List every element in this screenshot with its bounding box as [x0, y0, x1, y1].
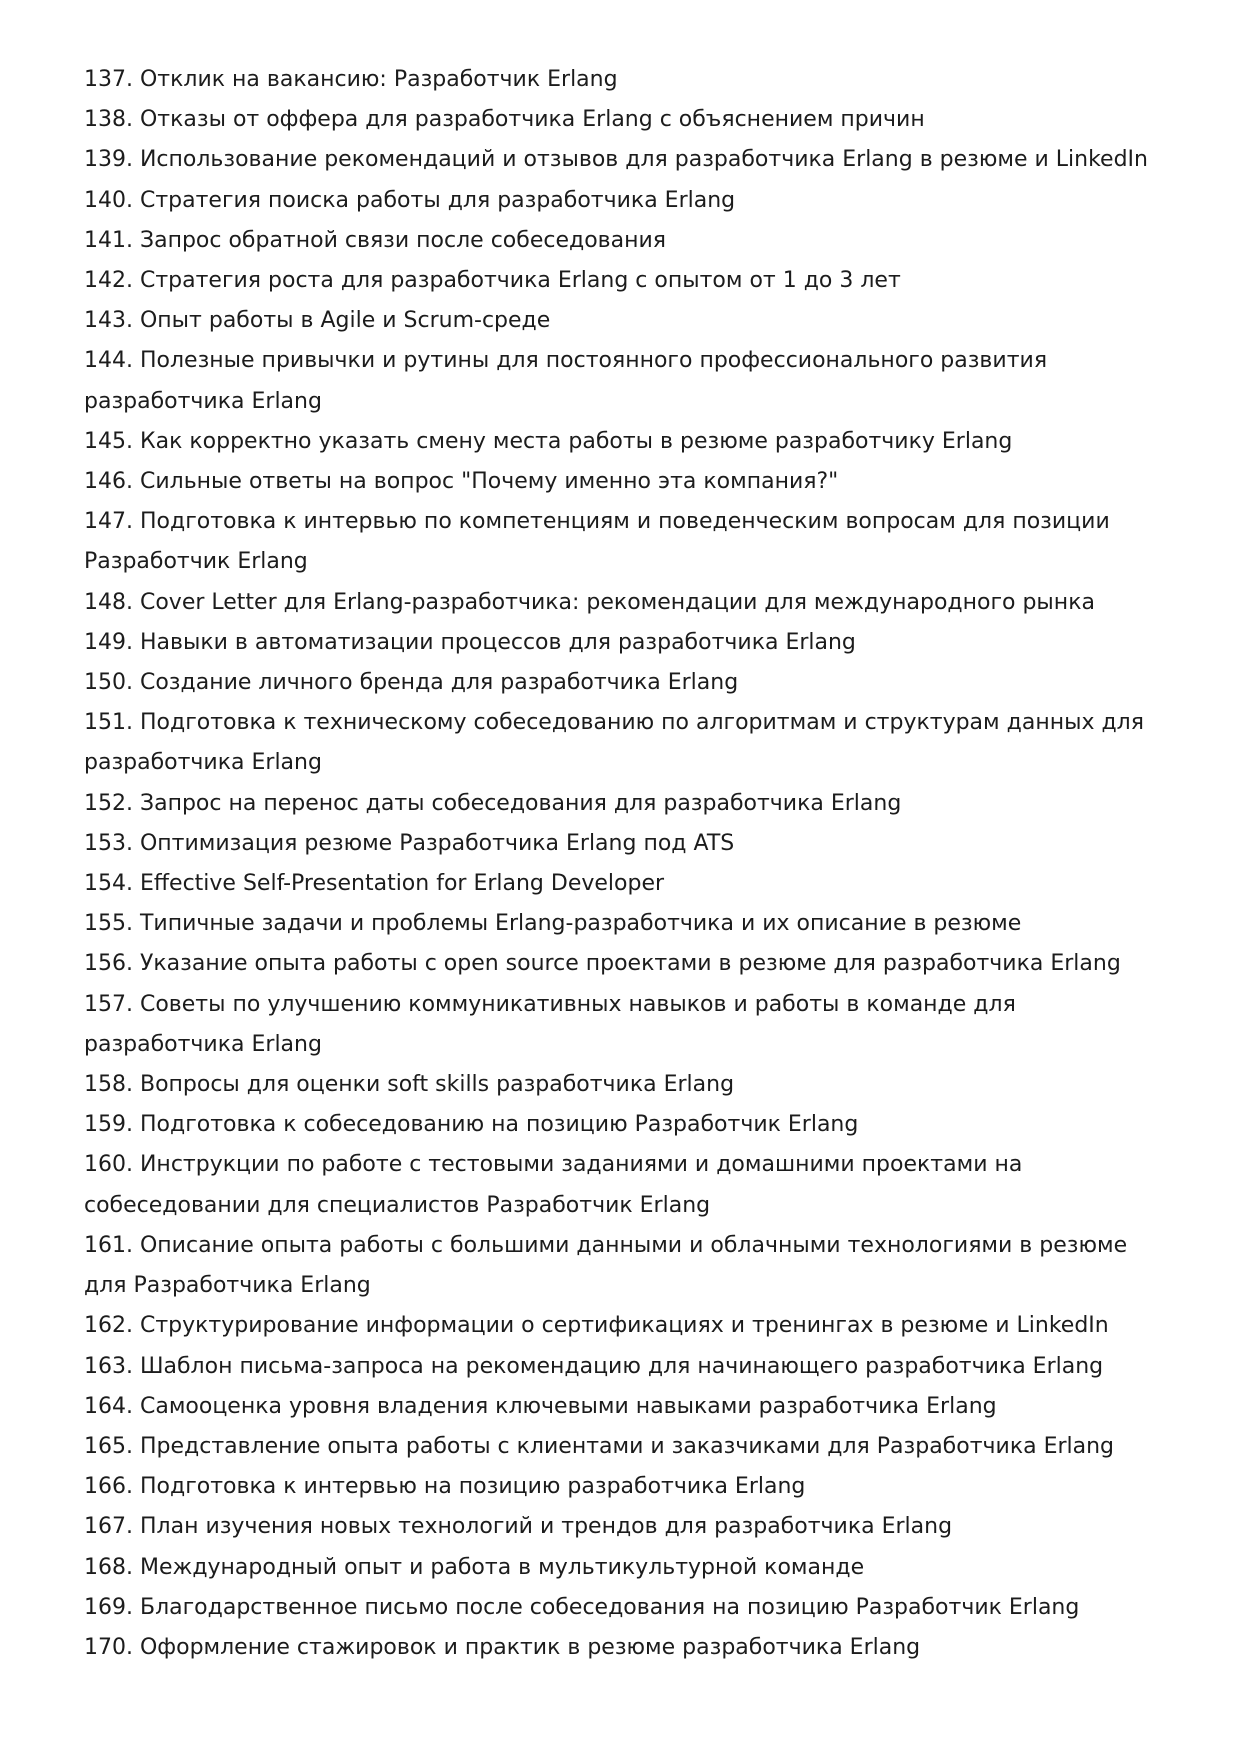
list-item: 144. Полезные привычки и рутины для постоянного профессионального развития разработчика Erlang — [84, 348, 1048, 414]
list-item: 159. Подготовка к собеседованию на позицию Разработчик Erlang — [84, 1112, 859, 1138]
list-item: 142. Стратегия роста для разработчика Erlang с опытом от 1 до 3 лет — [84, 268, 901, 294]
list-item: 147. Подготовка к интервью по компетенциям и поведенческим вопросам для позиции Разработчик Erlang — [84, 509, 1110, 575]
list-item: 149. Навыки в автоматизации процессов для разработчика Erlang — [84, 629, 856, 655]
list-item: 139. Использование рекомендаций и отзывов для разработчика Erlang в резюме и LinkedIn — [84, 147, 1148, 173]
list-item: 160. Инструкции по работе с тестовыми заданиями и домашними проектами на собеседовании для специалистов Разработчик Erlang — [84, 1152, 1023, 1218]
list-item: 154. Effective Self-Presentation for Erlang Developer — [84, 871, 665, 897]
list-item: 155. Типичные задачи и проблемы Erlang-разработчика и их описание в резюме — [84, 911, 1022, 937]
list-item: 167. План изучения новых технологий и трендов для разработчика Erlang — [84, 1514, 953, 1540]
list-item: 148. Cover Letter для Erlang-разработчика: рекомендации для международного рынка — [84, 589, 1095, 615]
list-item: 156. Указание опыта работы с open source проектами в резюме для разработчика Erlang — [84, 951, 1121, 977]
list-item: 141. Запрос обратной связи после собеседования — [84, 227, 667, 253]
list-item: 151. Подготовка к техническому собеседованию по алгоритмам и структурам данных для разработчика Erlang — [84, 710, 1144, 776]
list-item: 169. Благодарственное письмо после собеседования на позицию Разработчик Erlang — [84, 1594, 1080, 1620]
list-item: 150. Создание личного бренда для разработчика Erlang — [84, 670, 739, 696]
numbered-topic-list — [84, 60, 1164, 1668]
list-item: 164. Самооценка уровня владения ключевыми навыками разработчика Erlang — [84, 1393, 997, 1419]
list-item: 138. Отказы от оффера для разработчика Erlang с объяснением причин — [84, 107, 925, 133]
list-item: 170. Оформление стажировок и практик в резюме разработчика Erlang — [84, 1634, 921, 1660]
list-item: 165. Представление опыта работы с клиентами и заказчиками для Разработчика Erlang — [84, 1433, 1115, 1459]
list-item: 168. Международный опыт и работа в мультикультурной команде — [84, 1554, 865, 1580]
list-item: 146. Сильные ответы на вопрос "Почему именно эта компания?" — [84, 469, 839, 495]
list-item: 145. Как корректно указать смену места работы в резюме разработчику Erlang — [84, 428, 1013, 454]
list-item: 157. Советы по улучшению коммуникативных навыков и работы в команде для разработчика Erlang — [84, 991, 1016, 1057]
list-item: 153. Оптимизация резюме Разработчика Erlang под ATS — [84, 830, 735, 856]
list-item: 166. Подготовка к интервью на позицию разработчика Erlang — [84, 1474, 806, 1500]
list-item: 162. Структурирование информации о сертификациях и тренингах в резюме и LinkedIn — [84, 1313, 1109, 1339]
list-item: 161. Описание опыта работы с большими данными и облачными технологиями в резюме для Разработчика Erlang — [84, 1232, 1128, 1299]
list-item: 163. Шаблон письма-запроса на рекомендацию для начинающего разработчика Erlang — [84, 1353, 1104, 1379]
list-item: 140. Стратегия поиска работы для разработчика Erlang — [84, 187, 736, 213]
list-item: 152. Запрос на перенос даты собеседования для разработчика Erlang — [84, 790, 902, 816]
list-item: 137. Отклик на вакансию: Разработчик Erlang — [84, 67, 618, 92]
list-item: 158. Вопросы для оценки soft skills разработчика Erlang — [84, 1072, 735, 1098]
list-item: 143. Опыт работы в Agile и Scrum-среде — [84, 308, 551, 334]
